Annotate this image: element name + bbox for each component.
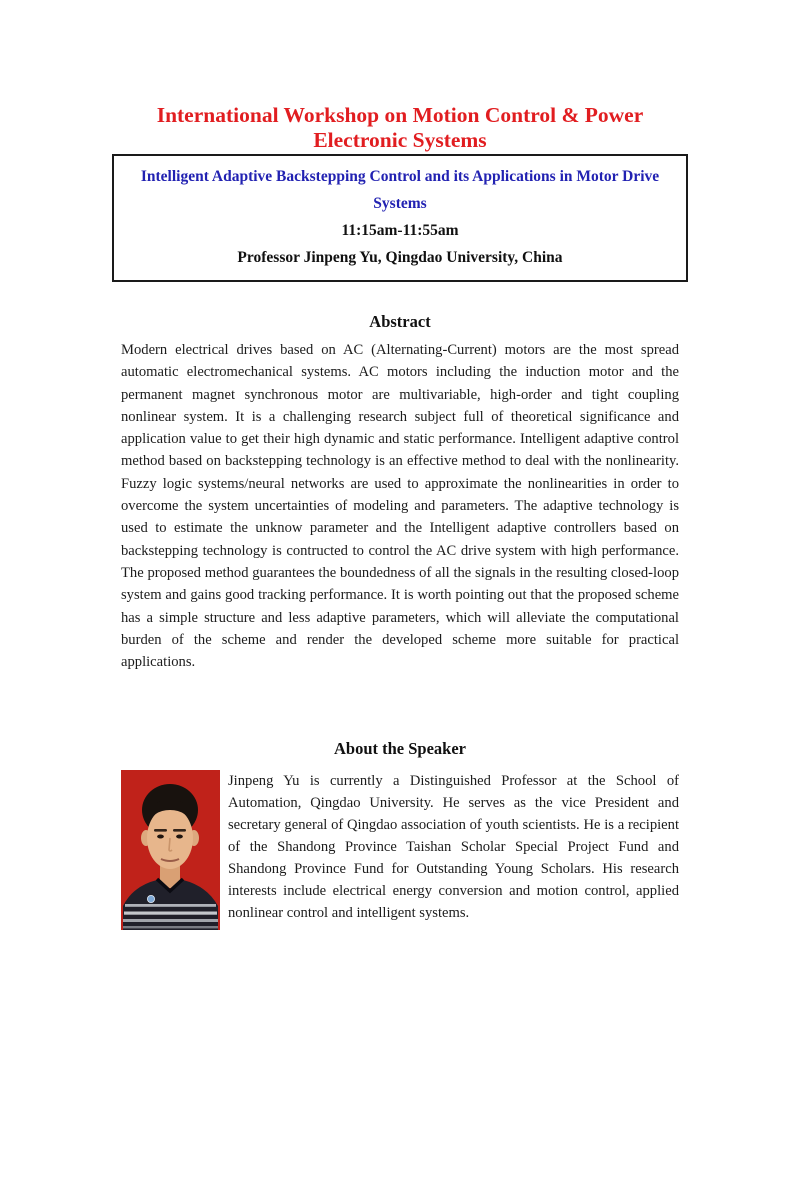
session-speaker-line: Professor Jinpeng Yu, Qingdao University, China bbox=[237, 249, 563, 266]
speaker-heading: About the Speaker bbox=[333, 739, 466, 759]
talk-title-line2: Systems bbox=[373, 195, 427, 212]
session-time: 11:15am-11:55am bbox=[341, 222, 459, 239]
badge-pin bbox=[147, 896, 154, 903]
talk-title bbox=[124, 163, 676, 217]
speaker-portrait-photo bbox=[121, 770, 220, 930]
workshop-title-line2: Electronic Systems bbox=[313, 128, 487, 152]
speaker-bio: Jinpeng Yu is currently a Distinguished Professor at the School of Automation, Qingdao University. He serves as the vice President and secretary general of Qingdao association of youth scientists. He is a recipient of the Shandong Province Taishan Scholar Special Project Fund and Shandong Province Fund for Outstanding Young Scholars. His research interests include electrical energy conversion and motion control, applied nonlinear control and intelligent systems. bbox=[228, 773, 679, 922]
flyer-content bbox=[121, 0, 679, 930]
talk-title-line1: Intelligent Adaptive Backstepping Control and its Applications in Motor Drive bbox=[140, 168, 660, 185]
speaker-section bbox=[121, 770, 679, 930]
abstract-heading: Abstract bbox=[369, 312, 431, 331]
session-box bbox=[112, 154, 688, 282]
workshop-title-line1: International Workshop on Motion Control & Power bbox=[156, 103, 644, 127]
workshop-title bbox=[121, 103, 679, 153]
abstract-body: Modern electrical drives based on AC (Alternating-Current) motors are the most spread automatic electromechanical systems. AC motors including the induction motor and the permanent magnet synchronous motor are multivariable, high-order and tight coupling nonlinear system. It is a challenging research subject full of theoretical significance and application value to get their high dynamic and static performance. Intelligent adaptive control method based on backstepping technology is an effective method to deal with the nonlinearity. Fuzzy logic systems/neural networks are used to approximate the nonlinearities in order to overcome the system uncertainties of modeling and parameters. The adaptive technology is used to estimate the unknow parameter and the Intelligent adaptive controllers based on backstepping technology is contructed to control the AC drive system with high performance. The proposed method guarantees the boundedness of all the signals in the resulting closed-loop system and gains good tracking performance. It is worth pointing out that the proposed scheme has a simple structure and less adaptive parameters, which will alleviate the computational burden of the scheme and render the developed scheme more suitable for practical applications. bbox=[121, 342, 679, 671]
